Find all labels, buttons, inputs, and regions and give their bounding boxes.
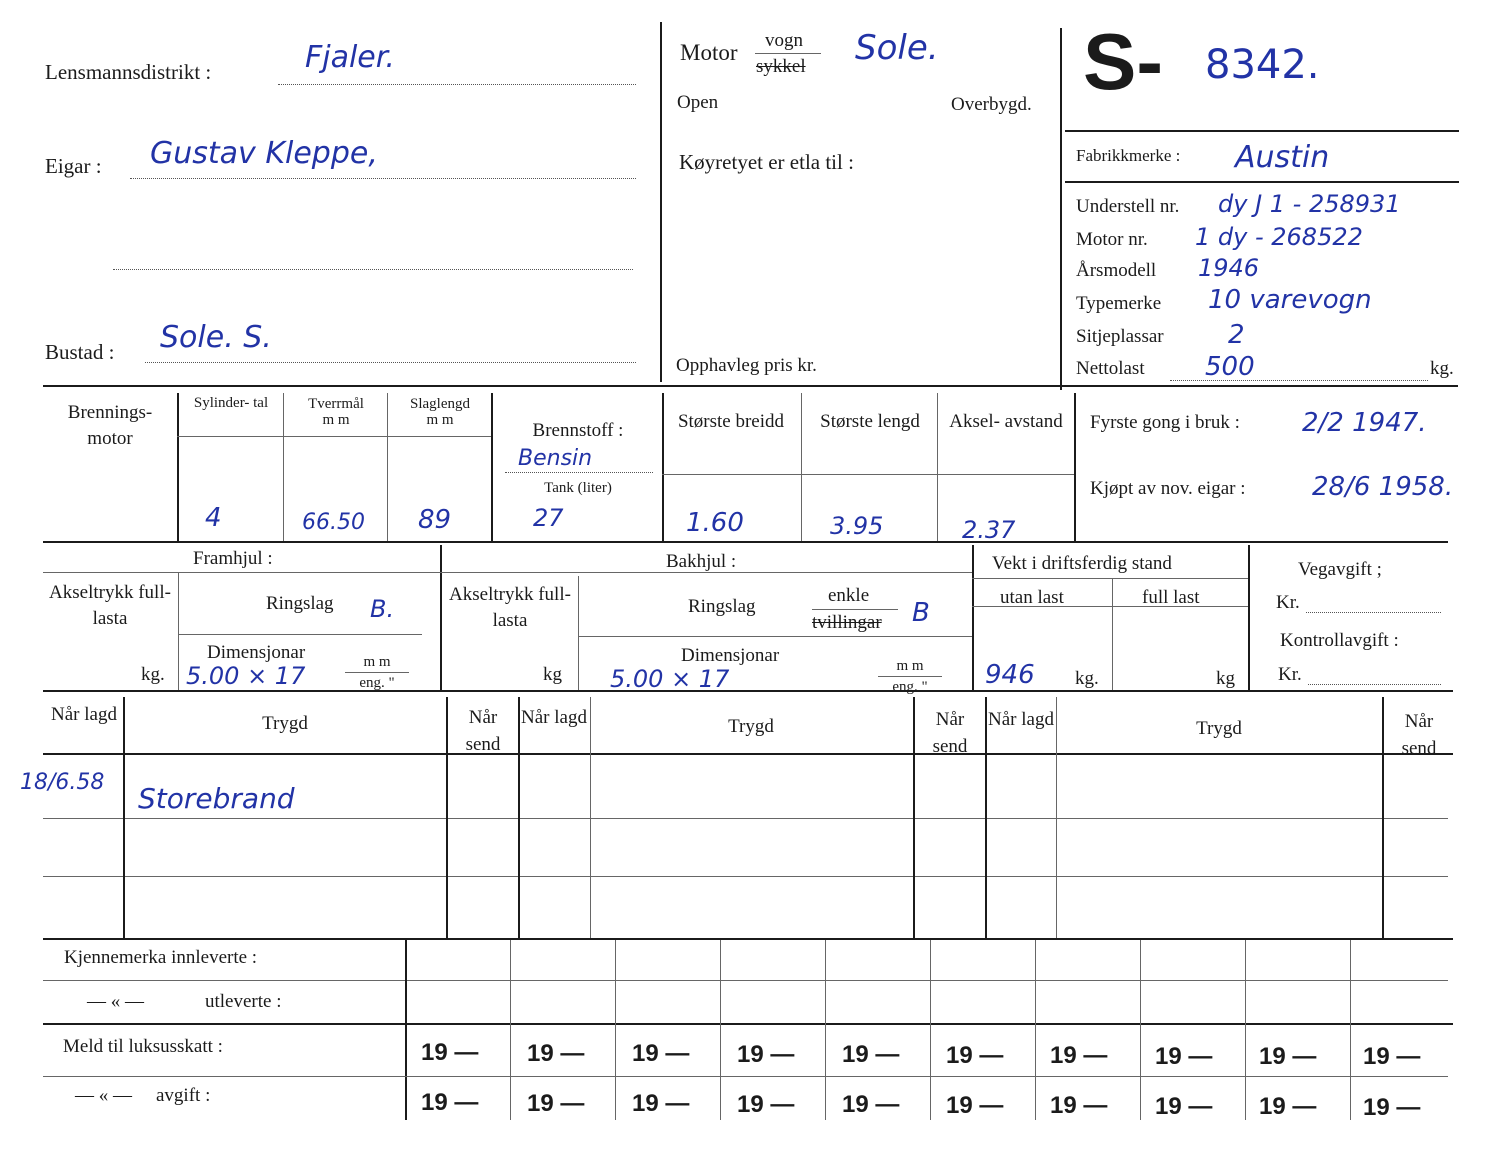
fee-year-5: 19 — [842, 1091, 900, 1118]
control-fee-line [1308, 684, 1441, 685]
control-fee-kr: Kr. [1278, 664, 1302, 685]
rear-eng-unit: eng. " [892, 679, 928, 695]
sykkel-label: sykkel [756, 56, 806, 77]
stroke-label: Slaglengd [410, 396, 470, 412]
rear-mm-unit: m m [896, 658, 924, 674]
front-eng-unit: eng. " [359, 675, 395, 691]
rear-tyre-line [578, 636, 972, 637]
grid-col-4 [825, 940, 826, 1120]
cylinders-label: Sylinder- tal [193, 395, 269, 411]
grid-col-8 [1245, 940, 1246, 1120]
rear-axle-load-label: Akseltrykk full-lasta [449, 584, 571, 631]
eng-div-3 [387, 393, 388, 541]
rear-dim-value: 5.00 × 17 [610, 665, 730, 693]
laden-kg: kg [1216, 668, 1235, 689]
rear-tyre-value: B [912, 598, 930, 628]
weight-header-line [972, 578, 1248, 579]
grid-col-7 [1140, 940, 1141, 1120]
address-value: Sole. S. [160, 320, 272, 355]
fee-year-7: 19 — [1050, 1092, 1108, 1119]
ins-div-4 [590, 697, 591, 938]
bore-value: 66.50 [302, 510, 365, 535]
eng-div-8 [1074, 393, 1076, 541]
ins-row-line-2 [43, 876, 1448, 877]
district-label: Lensmannsdistrikt : [45, 60, 212, 84]
plates-issued-label: utleverte : [205, 991, 282, 1012]
front-axle-div [178, 572, 179, 690]
twin-label: tvillingar [812, 612, 882, 633]
netload-unit: kg. [1430, 358, 1454, 379]
road-tax-line [1306, 612, 1441, 613]
axle-distance-value: 2.37 [962, 516, 1016, 544]
open-label: Open [677, 92, 719, 113]
engine-row-bottom [43, 541, 1448, 543]
fee-year-4: 19 — [737, 1091, 795, 1118]
front-axle-load-label: Akseltrykk full-lasta [49, 582, 171, 629]
ins-insurer-header-1: Trygd [262, 713, 308, 734]
ins-row-laid: 18/6.58 [20, 770, 105, 795]
luxury-ditto: — « — [75, 1085, 132, 1106]
netload-label: Nettolast [1076, 358, 1145, 379]
rear-dim-label: Dimensjonar [681, 645, 780, 666]
engine-row-top [43, 385, 1458, 387]
eng-div-7 [937, 393, 938, 541]
owner-line [130, 178, 636, 179]
top-divider-2 [1060, 28, 1062, 390]
netload-value: 500 [1205, 352, 1255, 382]
make-label: Fabrikkmerke : [1076, 146, 1181, 165]
chassis-label: Understell nr. [1076, 196, 1180, 217]
bore-label: Tverrmål [308, 396, 364, 412]
front-tyre-label: Ringslag [266, 593, 334, 614]
plates-submitted-label: Kjennemerka innleverte : [64, 947, 258, 968]
fuel-value: Bensin [518, 446, 593, 471]
luxury-year-4: 19 — [737, 1041, 795, 1068]
tank-value: 27 [533, 504, 564, 532]
length-label: Største lengd [820, 411, 920, 432]
ins-div-7 [1056, 697, 1057, 938]
grid-col-5 [930, 940, 931, 1120]
front-unit-line [345, 672, 409, 673]
wheel-div-weight [972, 545, 974, 690]
ins-insurer-header-3: Trygd [1196, 718, 1242, 739]
plates-mid-line [43, 980, 1448, 981]
front-dim-label: Dimensjonar [207, 642, 306, 663]
weight-label: Vekt i driftsferdig stand [992, 553, 1172, 574]
ins-bottom-line [43, 938, 1453, 940]
unladen-label: utan last [1000, 587, 1064, 608]
luxury-year-7: 19 — [1050, 1042, 1108, 1069]
ins-row-line-1 [43, 818, 1448, 819]
ins-laid-header-3: Når lagd [988, 709, 1054, 730]
first-use-value: 2/2 1947. [1302, 408, 1427, 438]
grid-col-1 [510, 940, 511, 1120]
plates-bottom-line [43, 1023, 1453, 1025]
reg-number: 8342. [1205, 42, 1320, 88]
engine-no-label: Motor nr. [1076, 229, 1148, 250]
ins-insurer-header-2: Trygd [728, 716, 774, 737]
fee-year-3: 19 — [632, 1090, 690, 1117]
fuel-line [505, 472, 653, 473]
fee-year-8: 19 — [1155, 1093, 1213, 1120]
ins-div-2 [446, 697, 448, 938]
address-line [145, 362, 636, 363]
unladen-kg: kg. [1075, 668, 1099, 689]
luxury-label: Meld til luksusskatt : [63, 1036, 223, 1057]
ins-div-3 [518, 697, 520, 938]
seats-label: Sitjeplassar [1076, 326, 1164, 347]
rear-tyre-label: Ringslag [688, 596, 756, 617]
owner-label: Eigar : [45, 154, 102, 178]
make-value: Austin [1235, 140, 1330, 175]
chassis-value: dy J 1 - 258931 [1218, 190, 1401, 218]
fee-year-1: 19 — [421, 1089, 479, 1116]
district-value: Fjaler. [305, 40, 395, 75]
front-tyre-value: B. [370, 595, 395, 623]
single-twin-line [812, 609, 898, 610]
weight-div [1112, 578, 1113, 690]
type-label: Typemerke [1076, 293, 1162, 314]
eng-div-5 [662, 393, 664, 541]
front-tyre-line [178, 634, 422, 635]
eng-div-6 [801, 393, 802, 541]
price-label: Opphavleg pris kr. [676, 355, 817, 376]
ins-header-line [43, 753, 1453, 755]
reg-prefix: S- [1083, 17, 1163, 106]
laden-label: full last [1142, 587, 1200, 608]
eng-sub-line-2 [662, 474, 1074, 475]
fuel-label: Brennstoff : [532, 420, 624, 441]
grid-col-9 [1350, 940, 1351, 1120]
luxury-year-9: 19 — [1259, 1043, 1317, 1070]
fee-year-10: 19 — [1363, 1094, 1421, 1121]
grid-col-6 [1035, 940, 1036, 1120]
top-divider-1 [660, 22, 662, 382]
control-fee-label: Kontrollavgift : [1280, 630, 1399, 651]
eng-div-4 [491, 393, 493, 541]
luxury-year-10: 19 — [1363, 1043, 1421, 1070]
ins-div-1 [123, 697, 125, 938]
wheels-row-bottom [43, 690, 1453, 692]
cylinders-value: 4 [205, 503, 222, 533]
make-underline [1065, 181, 1459, 183]
first-use-label: Fyrste gong i bruk : [1090, 412, 1240, 433]
owner-line-2 [113, 269, 633, 270]
model-year-value: 1946 [1198, 254, 1260, 282]
luxury-year-3: 19 — [632, 1040, 690, 1067]
axle-distance-label: Aksel- avstand [949, 411, 1063, 432]
luxury-fee-label: avgift : [156, 1085, 211, 1106]
rear-axle-kg: kg [543, 664, 562, 685]
reg-underline [1065, 130, 1459, 132]
luxury-year-1: 19 — [421, 1039, 479, 1066]
rear-axle-div [578, 576, 579, 690]
rear-unit-line [878, 676, 942, 677]
tank-label: Tank (liter) [544, 480, 612, 496]
engine-type-label: Brennings- motor [67, 402, 153, 449]
type-value: 10 varevogn [1208, 285, 1372, 315]
eng-sub-line [177, 436, 491, 437]
luxury-year-5: 19 — [842, 1041, 900, 1068]
luxury-year-8: 19 — [1155, 1043, 1213, 1070]
fee-year-2: 19 — [527, 1090, 585, 1117]
front-dim-value: 5.00 × 17 [186, 662, 306, 690]
luxury-year-2: 19 — [527, 1040, 585, 1067]
fee-year-9: 19 — [1259, 1093, 1317, 1120]
wheel-header-line [43, 572, 972, 573]
grid-col-0 [405, 940, 407, 1120]
overbygd-label: Overbygd. [951, 94, 1032, 115]
wheel-div-tax [1248, 545, 1250, 690]
motor-value: Sole. [855, 28, 939, 68]
fee-year-6: 19 — [946, 1092, 1004, 1119]
intended-use-label: Køyretyet er etla til : [679, 150, 854, 174]
ins-laid-header-2: Når lagd [521, 707, 587, 728]
eng-div-2 [283, 393, 284, 541]
single-label: enkle [828, 585, 870, 606]
grid-col-3 [720, 940, 721, 1120]
bore-unit: m m [322, 412, 350, 428]
bought-value: 28/6 1958. [1312, 472, 1454, 502]
fraction-line [755, 53, 821, 54]
ins-div-5 [913, 697, 915, 938]
engine-no-value: 1 dy - 268522 [1195, 223, 1363, 251]
address-label: Bustad : [45, 340, 115, 364]
ins-div-8 [1382, 697, 1384, 938]
front-axle-kg: kg. [141, 664, 165, 685]
wheel-div-mid [440, 545, 442, 690]
road-tax-label: Vegavgift ; [1298, 559, 1382, 580]
plates-ditto: — « — [87, 991, 144, 1012]
width-value: 1.60 [686, 508, 744, 538]
ins-laid-header-1: Når lagd [51, 704, 117, 725]
luxury-year-6: 19 — [946, 1042, 1004, 1069]
eng-div-1 [177, 393, 179, 541]
motor-label: Motor [680, 40, 738, 65]
owner-value: Gustav Kleppe, [150, 136, 378, 171]
unladen-value: 946 [985, 660, 1035, 690]
ins-sent-header-3: Når send [1401, 711, 1437, 759]
stroke-unit: m m [426, 412, 454, 428]
width-label: Største breidd [677, 411, 785, 432]
bought-label: Kjøpt av nov. eigar : [1090, 478, 1246, 499]
rear-wheel-label: Bakhjul : [666, 551, 737, 572]
front-mm-unit: m m [363, 654, 391, 670]
vogn-label: vogn [765, 30, 803, 51]
seats-value: 2 [1228, 320, 1245, 350]
luxury-mid-line [43, 1076, 1448, 1077]
ins-div-6 [985, 697, 987, 938]
ins-sent-header-1: Når send [465, 707, 501, 755]
ins-sent-header-2: Når send [932, 709, 968, 757]
ins-row-insurer: Storebrand [138, 782, 295, 815]
model-year-label: Årsmodell [1076, 260, 1157, 281]
district-line [278, 84, 636, 85]
grid-col-2 [615, 940, 616, 1120]
stroke-value: 89 [418, 505, 452, 535]
front-wheel-label: Framhjul : [193, 548, 273, 569]
road-tax-kr: Kr. [1276, 592, 1300, 613]
length-value: 3.95 [830, 512, 884, 540]
